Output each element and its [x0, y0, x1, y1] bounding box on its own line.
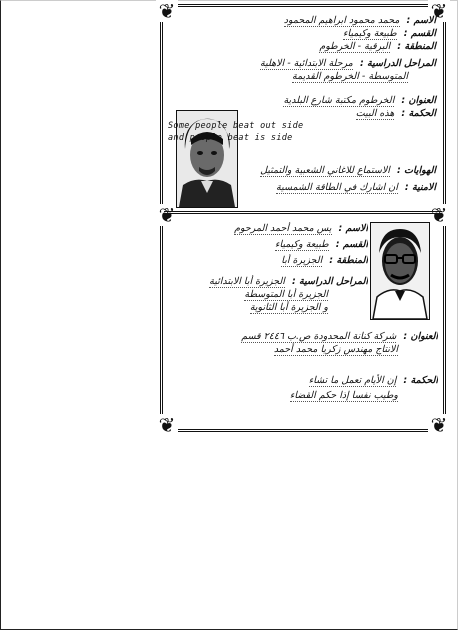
region-label: المنطقة :: [329, 255, 368, 266]
stages-value: الجزيرة أبا الابتدائية: [209, 276, 285, 287]
student-photo-2: [370, 222, 430, 320]
yearbook-sheet: [158, 0, 448, 437]
profile-1-stages-row: [168, 57, 438, 70]
profile-2-address-row: [168, 330, 438, 343]
profile-2-name-row: [168, 222, 368, 235]
profile-2-address-cont: [168, 343, 438, 356]
motto-english-line-2: and people beat is side: [168, 133, 293, 143]
corner-ornament-icon: ❦: [428, 0, 450, 22]
motto-label: الحكمة :: [401, 108, 436, 119]
profile-1-header-fields: [168, 14, 438, 83]
profile-2-stages-cont-2: [168, 301, 368, 314]
wish-value: ان اشارك في الطاقة الشمسية: [276, 182, 398, 193]
profile-2-region-row: [168, 254, 368, 267]
corner-ornament-icon: ❦: [156, 414, 178, 436]
profile-1: [168, 14, 438, 208]
motto-cont: وطيب نفسا إذا حكم القضاء: [289, 390, 398, 401]
stages-cont-2: و الجزيرة أبا الثانوية: [249, 302, 328, 313]
profile-2-motto-cont: [168, 389, 438, 402]
stages-label: المراحل الدراسية :: [359, 58, 436, 69]
stages-label: المراحل الدراسية :: [291, 276, 368, 287]
profile-2: [168, 218, 438, 422]
dept-label: القسم :: [335, 239, 368, 250]
region-value: البرقية - الخرطوم: [319, 41, 391, 52]
profile-1-wish-row: [242, 181, 438, 194]
region-label: المنطقة :: [397, 41, 436, 52]
dept-value: طبيعة وكيمياء: [343, 28, 397, 39]
corner-ornament-icon: ❦: [156, 204, 178, 226]
profile-1-motto-english: [168, 120, 438, 144]
profile-1-hobby-row: [242, 164, 438, 177]
stages-value: مرحلة الابتدائية - الاهلية: [260, 58, 353, 69]
motto-value: إن الأيام تعمل ما تشاء: [308, 375, 397, 386]
name-label: الاسم :: [406, 15, 436, 26]
profile-2-detail-fields: [168, 330, 438, 402]
profile-1-region-row: [168, 40, 438, 53]
profile-1-motto-row: [242, 107, 438, 120]
motto-value: هذه البيت: [355, 108, 395, 119]
hobby-label: الهوايات :: [396, 165, 436, 176]
profile-2-motto-row: [168, 374, 438, 387]
profile-1-detail-fields: [242, 94, 438, 120]
section-divider: [164, 211, 442, 214]
dept-label: القسم :: [403, 28, 436, 39]
corner-ornament-icon: ❦: [156, 0, 178, 22]
name-label: الاسم :: [338, 223, 368, 234]
stages-cont: المتوسطة - الخرطوم القديمة: [292, 71, 408, 82]
profile-2-header-fields: [168, 222, 368, 314]
corner-ornament-icon: ❦: [428, 204, 450, 226]
profile-1-address-row: [242, 94, 438, 107]
address-label: العنوان :: [401, 95, 436, 106]
stages-cont-1: الجزيرة أبا المتوسطة: [244, 289, 328, 300]
hobby-value: الاستماع للاغاني الشعبية والتمثيل: [260, 165, 390, 176]
profile-1-dept-row: [168, 27, 438, 40]
name-value: يس محمد أحمد المرحوم: [234, 223, 332, 234]
motto-english-line-1: Some people beat out side: [168, 121, 304, 131]
wish-label: الامنية :: [404, 182, 436, 193]
name-value: محمد محمود ابراهيم المحمود: [283, 15, 400, 26]
profile-1-name-row: [168, 14, 438, 27]
address-value: شركة كنانة المحدودة ص.ب ٢٤٤٦ قسم: [241, 331, 397, 342]
corner-ornament-icon: ❦: [428, 414, 450, 436]
address-value: الخرطوم مكتبة شارع البلدية: [283, 95, 395, 106]
profile-1-extra-fields: [242, 164, 438, 194]
profile-2-dept-row: [168, 238, 368, 251]
profile-2-stages-row: [168, 275, 368, 288]
portrait-image: [371, 223, 429, 319]
motto-label: الحكمة :: [403, 375, 438, 386]
dept-value: طبيعة وكيمياء: [275, 239, 329, 250]
address-cont: الانتاج مهندس زكريا محمد أحمد: [273, 344, 398, 355]
address-label: العنوان :: [403, 331, 438, 342]
region-value: الجزيرة أبا: [281, 255, 323, 266]
profile-1-stages-cont: [168, 70, 438, 83]
profile-2-stages-cont-1: [168, 288, 368, 301]
